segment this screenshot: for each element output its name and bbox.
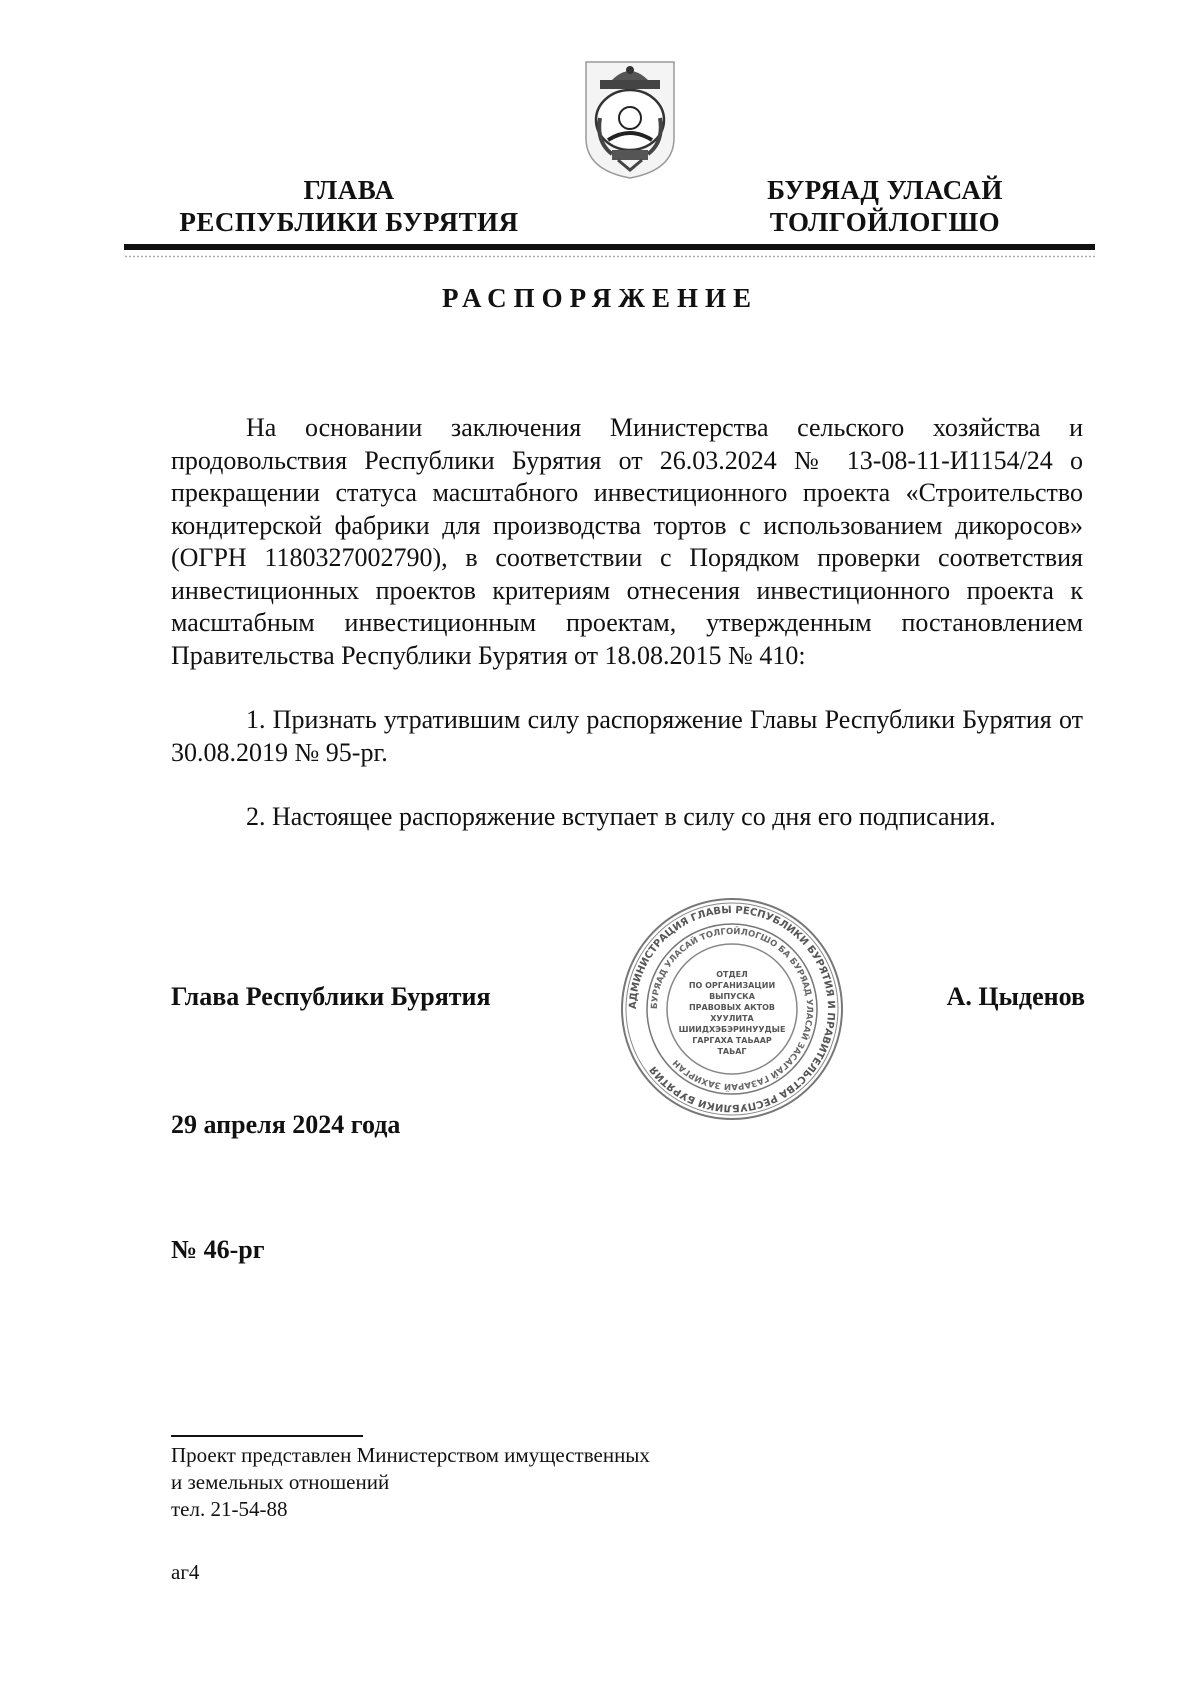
footnote-divider [171, 1435, 363, 1437]
header-left-line1: ГЛАВА [303, 175, 395, 205]
header-divider-dots [124, 255, 1095, 258]
stamp-center-line: ОТДЕЛ [716, 970, 748, 979]
signature-date: 29 апреля 2024 года [171, 1110, 401, 1139]
stamp-center-line: ШИИДХЭБЭРИНУУДЫЕ [678, 1025, 786, 1034]
footnote-phone: тел. 21-54-88 [171, 1497, 288, 1521]
signature-position: Глава Республики Бурятия [171, 982, 491, 1011]
stamp-center-line: ТАЬАГ [717, 1047, 747, 1056]
document-title: РАСПОРЯЖЕНИЕ [441, 283, 759, 313]
stamp-center-line: ВЫПУСКА [709, 992, 755, 1001]
header-right-line2: ТОЛГОЙЛОГШО [769, 207, 1001, 237]
stamp-inner-text: БУРЯАД УЛАСАЙ ТОЛГОЙЛОГШО БА БУРЯАД УЛАСАЙ ЗАСАГАЙ ГАЗАРАЙ ЗАХИРГАН [649, 926, 815, 1092]
stamp-center-line: ПО ОРГАНИЗАЦИИ [688, 981, 776, 990]
body-item-1: 1. Признать утратившим силу распоряжение Главы Республики Бурятия от 30.08.2019 № 95-рг. [171, 705, 1083, 767]
coat-of-arms-icon [582, 58, 678, 182]
body-paragraph-1: На основании заключения Министерства сельского хозяйства и продовольствия Республики Бурятия от 26.03.2024 № 13-08-11-И1154/24 о прекращении статуса масштабного инвестиционного проекта «Строительство кондитерской фабрики для производства тортов с использованием дикоросов» (ОГРН 1180327002790), в соответствии с Порядком проверки соответствия инвестиционных проектов критериям отнесения инвестиционного проекта к масштабным инвестиционным проектам, утвержденным постановлением Правительства Республики Бурятия от 18.08.2015 № 410: [171, 413, 1083, 670]
footnote-code: аг4 [171, 1560, 200, 1584]
header-left-line2: РЕСПУБЛИКИ БУРЯТИЯ [179, 207, 519, 237]
header-divider [124, 244, 1095, 250]
signature-name: А. Цыденов [946, 982, 1085, 1011]
document-number: № 46-рг [171, 1235, 265, 1264]
body-item-2: 2. Настоящее распоряжение вступает в силу со дня его подписания. [246, 802, 996, 831]
stamp-outer-text: АДМИНИСТРАЦИЯ ГЛАВЫ РЕСПУБЛИКИ БУРЯТИЯ И ПРАВИТЕЛЬСТВА РЕСПУБЛИКИ БУРЯТИЯ [627, 904, 837, 1114]
official-stamp-seal [618, 895, 846, 1123]
footnote-line-2: и земельных отношений [171, 1470, 390, 1494]
stamp-center-line: ХУУЛИТА [710, 1014, 754, 1023]
stamp-center-line: ПРАВОВЫХ АКТОВ [688, 1003, 776, 1012]
header-right-line1: БУРЯАД УЛАСАЙ [767, 175, 1003, 205]
footnote-line-1: Проект представлен Министерством имущественных [171, 1443, 650, 1467]
stamp-center-line: ГАРГАХА ТАЬААР [692, 1036, 772, 1045]
